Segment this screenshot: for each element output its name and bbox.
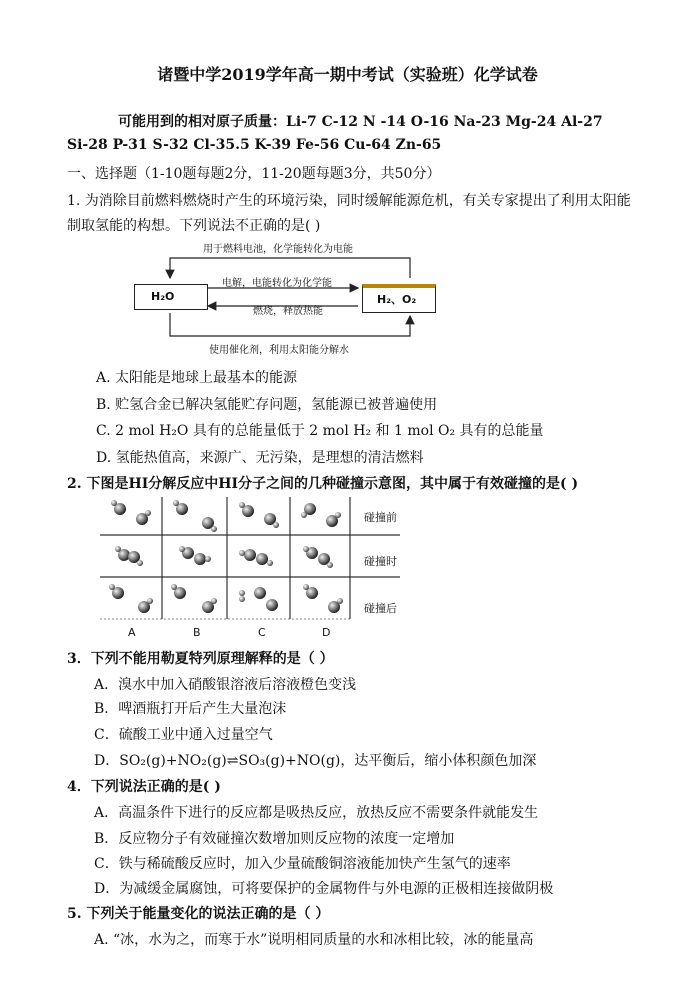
q2-row-label-before: 碰撞前 [364,511,397,524]
q2-row-label-after: 碰撞后 [364,602,397,615]
q1-option-c: C. 2 mol H₂O 具有的总能量低于 2 mol H₂ 和 1 mol O₂ 具有的总能量 [96,423,544,439]
page-title: 诸暨中学2019学年高一期中考试（实验班）化学试卷 [157,65,538,84]
q3-option-a: A．溴水中加入硝酸银溶液后溶液橙色变浅 [94,677,357,693]
q1-stem-line1: 1. 为消除目前燃料燃烧时产生的环境污染，同时缓解能源危机，有关专家提出了利用太阳能 [67,193,631,209]
q3-option-d: D．SO₂(g)+NO₂(g)⇌SO₃(g)+NO(g)，达平衡后，缩小体积颜色加深 [94,753,537,769]
atomic-mass-line-2: Si-28 P-31 S-32 Cl-35.5 K-39 Fe-56 Cu-64 Zn-65 [67,137,442,153]
q4-option-c: C．铁与稀硫酸反应时，加入少量硫酸铜溶液能加快产生氢气的速率 [94,856,511,872]
q2-stem: 2. 下图是HI分解反应中HI分子之间的几种碰撞示意图，其中属于有效碰撞的是( ) [67,476,579,492]
q1-option-a: A. 太阳能是地球上最基本的能源 [96,370,298,386]
q4-option-d: D．为减缓金属腐蚀，可将要保护的金属物件与外电源的正极相连接做阴极 [94,881,554,897]
section-heading: 一、选择题（1-10题每题2分，11-20题每题3分，共50分） [67,166,441,182]
q5-stem: 5. 下列关于能量变化的说法正确的是（ ） [67,906,330,922]
q1-diagram-top-label: 用于燃料电池，化学能转化为电能 [203,244,353,255]
atomic-mass-line-1: 可能用到的相对原子质量：Li-7 C-12 N -14 O-16 Na-23 Mg-24 Al-27 [118,114,603,130]
q1-h2o-box: H₂O [134,284,208,310]
q3-option-c: C．硫酸工业中通入过量空气 [94,727,273,743]
q1-diagram-electrolysis-label: 电解，电能转化为化学能 [222,278,332,289]
q3-stem: 3．下列不能用勒夏特列原理解释的是（ ） [67,651,334,667]
q5-option-a: A. “冰，水为之，而寒于水”说明相同质量的水和冰相比较，冰的能量高 [94,932,534,948]
q4-option-a: A．高温条件下进行的反应都是吸热反应，放热反应不需要条件就能发生 [94,805,539,821]
q2-col-label-a: A [128,626,136,639]
q1-stem-line2: 制取氢能的构想。下列说法不正确的是( ) [67,218,321,234]
q4-stem: 4．下列说法正确的是( ) [67,779,221,795]
q2-col-label-d: D [322,626,331,639]
q1-diagram-combustion-label: 燃烧，释放热能 [253,306,323,317]
q3-option-b: B．啤酒瓶打开后产生大量泡沫 [94,701,287,717]
q1-h2-o2-box: H₂、O₂ [362,284,436,313]
q1-option-d: D. 氢能热值高，来源广、无污染，是理想的清洁燃料 [96,450,424,466]
q2-collision-grid [100,497,400,627]
q2-col-label-c: C [258,626,266,639]
q2-row-label-during: 碰撞时 [364,555,397,568]
q1-option-b: B. 贮氢合金已解决氢能贮存问题，氢能源已被普遍使用 [96,397,438,413]
q2-col-label-b: B [193,626,201,639]
q1-diagram-bottom-label: 使用催化剂，利用太阳能分解水 [209,345,349,356]
q4-option-b: B．反应物分子有效碰撞次数增加则反应物的浓度一定增加 [94,831,455,847]
